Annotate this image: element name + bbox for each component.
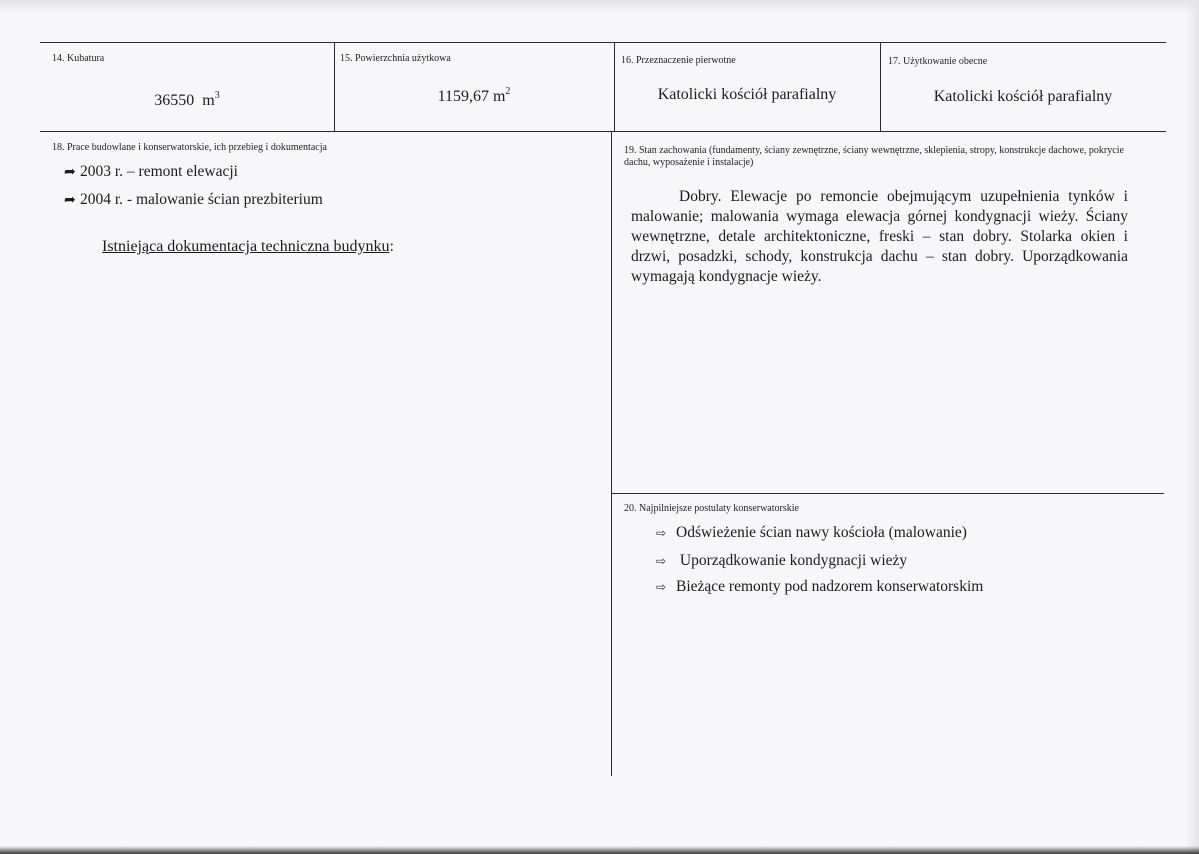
field-14-value	[40, 86, 334, 111]
postulate-item	[656, 551, 907, 571]
field-15-value	[334, 82, 614, 107]
documentation-heading	[102, 237, 394, 257]
f18-item-text: 2004 r. - malowanie ścian prezbiterium	[80, 191, 323, 208]
kubatura-unit-exponent: 3	[214, 90, 220, 101]
field-15-label: 15. Powierzchnia użytkowa	[340, 53, 451, 64]
postulate-item	[656, 523, 967, 543]
curved-arrow-icon: ➦	[64, 192, 76, 208]
kubatura-number: 36550	[154, 92, 195, 109]
field-17-label: 17. Użytkowanie obecne	[888, 56, 988, 67]
condition-description: Dobry. Elewacje po remoncie obejmującym uzupełnienia tynków i malowanie; malowania wymaga elewacja górnej kondygnacji wieży. Ściany wewnętrzne, detale architektoniczne, freski – stan dobry. Stolarka okien i drzwi, posadzki, schody, konstrukcja dachu – stan dobry. Uporządkowania wymagają kondygnacje wieży.	[631, 188, 1128, 285]
f18-item	[64, 190, 323, 210]
field-20-label: 20. Najpilniejsze postulaty konserwatorskie	[624, 503, 799, 514]
rule-top	[40, 42, 1166, 43]
field-19-label: 19. Stan zachowania (fundamenty, ściany zewnętrzne, ściany wewnętrzne, sklepienia, stropy, konstrukcje dachowe, pokrycie dachu, wyposażenie i instalacje)	[624, 145, 1124, 168]
scan-right-edge	[1185, 0, 1199, 854]
kubatura-unit: m	[202, 92, 215, 109]
postulate-text: Odświeżenie ścian nawy kościoła (malowanie)	[676, 524, 967, 541]
rule-v-center	[611, 131, 612, 776]
outline-arrow-icon: ⇨	[656, 526, 667, 540]
field-16-label: 16. Przeznaczenie pierwotne	[621, 55, 736, 66]
area-unit-exponent: 2	[505, 86, 511, 97]
f18-item-text: 2003 r. – remont elewacji	[80, 163, 238, 180]
documentation-heading-colon: :	[389, 238, 394, 255]
postulate-text: Uporządkowanie kondygnacji wieży	[676, 552, 908, 569]
field-16-value: Katolicki kościół parafialny	[657, 86, 837, 103]
postulate-text: Bieżące remonty pod nadzorem konserwatorskim	[676, 578, 984, 595]
f18-item	[64, 162, 238, 182]
rule-row1-bottom	[40, 131, 1166, 132]
scan-bottom-edge	[0, 846, 1199, 854]
area-number: 1159,67	[437, 88, 489, 105]
field-18-label: 18. Prace budowlane i konserwatorskie, ich przebieg i dokumentacja	[52, 142, 327, 153]
postulate-item	[656, 577, 983, 597]
outline-arrow-icon: ⇨	[656, 580, 667, 594]
field-17-value: Katolicki kościół parafialny	[933, 88, 1113, 105]
area-unit: m	[492, 88, 506, 105]
rule-f19-bottom	[612, 493, 1164, 494]
documentation-heading-text: Istniejąca dokumentacja techniczna budynku	[102, 238, 390, 255]
curved-arrow-icon: ➦	[64, 164, 76, 180]
field-14-label: 14. Kubatura	[52, 53, 105, 64]
outline-arrow-icon: ⇨	[656, 554, 667, 568]
scan-top-shadow	[0, 0, 1199, 12]
